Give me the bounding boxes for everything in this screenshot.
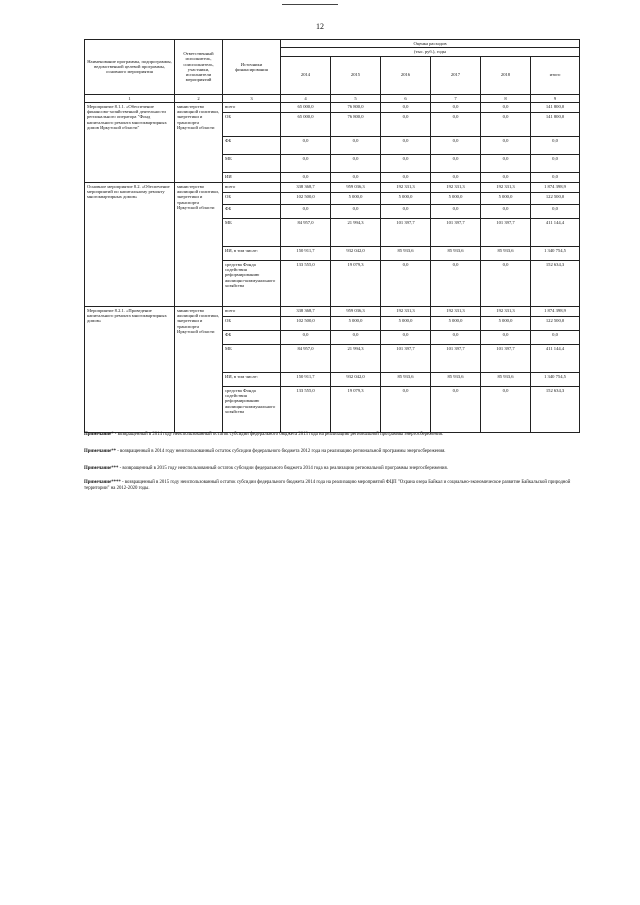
amount-cell: 0,0 (331, 172, 381, 182)
footnote-label: Примечание** (84, 449, 116, 454)
amount-cell: 150 911,7 (281, 246, 331, 260)
measure-name: Основное мероприятие 8.2. «Обеспечение мероприятий по капитальному ремонту многоквартирных домов» (85, 182, 175, 306)
funding-source: ИИ (223, 172, 281, 182)
amount-cell: 85 933,6 (381, 372, 431, 386)
funding-source: МБ (223, 218, 281, 246)
column-index: 3 (223, 94, 281, 102)
amount-cell: 102 500,0 (281, 192, 331, 204)
amount-cell: 0,0 (281, 330, 331, 344)
amount-cell: 0,0 (331, 204, 381, 218)
funding-source: всего (223, 102, 281, 112)
footnote (84, 432, 443, 438)
amount-cell: 5 000,0 (431, 316, 481, 330)
amount-cell: 101 397,7 (431, 344, 481, 372)
amount-cell: 19 079,3 (331, 260, 381, 306)
amount-cell: 0,0 (381, 102, 431, 112)
amount-cell: 0,0 (381, 172, 431, 182)
amount-cell: 101 397,7 (481, 218, 531, 246)
amount-cell: 0,0 (481, 260, 531, 306)
amount-cell: 192 331,3 (431, 306, 481, 316)
footnote (84, 480, 584, 493)
amount-cell: 0,0 (531, 136, 580, 154)
index-row (85, 94, 580, 102)
funding-source: всего (223, 306, 281, 316)
funding-source: средства Фонда содействия реформированию жилищно-коммунального хозяйства (223, 386, 281, 432)
amount-cell: 152 634,3 (531, 260, 580, 306)
amount-cell: 0,0 (381, 136, 431, 154)
funding-source: ФБ (223, 204, 281, 218)
amount-cell: 133 555,0 (281, 260, 331, 306)
amount-cell: 5 000,0 (331, 192, 381, 204)
amount-cell: 5 000,0 (331, 316, 381, 330)
amount-cell: 0,0 (431, 154, 481, 172)
amount-cell: 102 500,0 (281, 316, 331, 330)
funding-source: ОБ (223, 316, 281, 330)
amount-cell: 5 000,0 (481, 192, 531, 204)
column-index: 4 (281, 94, 331, 102)
amount-cell: 338 368,7 (281, 182, 331, 192)
table-header (85, 40, 580, 103)
amount-cell: 5 000,0 (481, 316, 531, 330)
funding-source: ОБ (223, 192, 281, 204)
amount-cell: 0,0 (481, 204, 531, 218)
table-row (85, 182, 580, 192)
header-year: 2018 (481, 56, 531, 94)
measure-name: Мероприятие 8.2.1. «Проведение капитального ремонта многоквартирных домов» (85, 306, 175, 432)
amount-cell: 0,0 (431, 172, 481, 182)
amount-cell: 0,0 (381, 204, 431, 218)
amount-cell: 0,0 (381, 154, 431, 172)
amount-cell: 192 331,3 (481, 182, 531, 192)
amount-cell: 0,0 (481, 330, 531, 344)
amount-cell: 0,0 (481, 172, 531, 182)
amount-cell: 932 042,0 (331, 372, 381, 386)
amount-cell: 0,0 (331, 154, 381, 172)
header-year: 2017 (431, 56, 481, 94)
amount-cell: 141 800,0 (531, 112, 580, 136)
amount-cell: 411 144,4 (531, 218, 580, 246)
funding-source: МБ (223, 154, 281, 172)
amount-cell: 101 397,7 (381, 344, 431, 372)
amount-cell: 21 994,3 (331, 344, 381, 372)
funding-source: всего (223, 182, 281, 192)
amount-cell: 0,0 (331, 136, 381, 154)
amount-cell: 0,0 (431, 260, 481, 306)
amount-cell: 0,0 (531, 330, 580, 344)
amount-cell: 192 331,3 (381, 182, 431, 192)
header-source: Источники финансирования (223, 40, 281, 95)
header-estimate-title: Оценка расходов (413, 41, 447, 46)
amount-cell: 0,0 (331, 330, 381, 344)
amount-cell: 932 042,0 (331, 246, 381, 260)
funding-source: ИИ, в том числе: (223, 372, 281, 386)
amount-cell: 338 368,7 (281, 306, 331, 316)
footnote-text: - возвращенный в 2014 году неиспользованный остаток субсидии федерального бюджета 2012 года на реализацию региональной программы энергосбережения. (116, 449, 446, 454)
amount-cell: 0,0 (281, 204, 331, 218)
header-year: 2015 (331, 56, 381, 94)
column-index: 2 (175, 94, 223, 102)
footnote-text: - возвращенный в 2014 году неиспользованный остаток субсидии федерального бюджета 2013 года на реализацию региональной программы энергосбережения. (113, 432, 444, 437)
table-body (85, 102, 580, 432)
amount-cell: 192 331,3 (431, 182, 481, 192)
amount-cell: 0,0 (481, 386, 531, 432)
funding-source: ФБ (223, 330, 281, 344)
amount-cell: 76 800,0 (331, 102, 381, 112)
header-year: 2014 (281, 56, 331, 94)
measure-name: Мероприятие 8.1.1. «Обеспечение финансово-хозяйственной деятельности регионального оператора "Фонд капитального ремонта многоквартирных домов Иркутской области" (85, 102, 175, 182)
header-estimate (281, 40, 580, 57)
amount-cell: 85 933,6 (431, 246, 481, 260)
amount-cell: 122 500,0 (531, 316, 580, 330)
funding-source: ФБ (223, 136, 281, 154)
amount-cell: 192 331,3 (381, 306, 431, 316)
amount-cell: 141 800,0 (531, 102, 580, 112)
header-units: (тыс. руб.), годы (281, 47, 579, 54)
amount-cell: 959 036,3 (331, 306, 381, 316)
funding-source: ОБ (223, 112, 281, 136)
table-row (85, 306, 580, 316)
footnote-text: - возвращенный в 2015 году неиспользованный остаток субсидии федерального бюджета 2014 года на реализацию региональной программы энергосбережения. (118, 466, 448, 471)
amount-cell: 5 000,0 (381, 316, 431, 330)
amount-cell: 0,0 (381, 112, 431, 136)
column-index: 6 (381, 94, 431, 102)
funding-source: средства Фонда содействия реформированию жилищно-коммунального хозяйства (223, 260, 281, 306)
amount-cell: 65 000,0 (281, 102, 331, 112)
amount-cell: 0,0 (531, 172, 580, 182)
amount-cell: 0,0 (381, 386, 431, 432)
footnote-label: Примечание*** (84, 466, 119, 471)
amount-cell: 0,0 (431, 112, 481, 136)
header-year: 2016 (381, 56, 431, 94)
measure-executor: министерство жилищной политики, энергетики и транспорта Иркутской области (175, 306, 223, 432)
amount-cell: 0,0 (531, 204, 580, 218)
amount-cell: 0,0 (381, 260, 431, 306)
header-year: итого (531, 56, 580, 94)
column-index: 1 (85, 94, 175, 102)
amount-cell: 150 911,7 (281, 372, 331, 386)
amount-cell: 0,0 (481, 112, 531, 136)
column-index: 8 (481, 94, 531, 102)
amount-cell: 1 340 754,5 (531, 246, 580, 260)
amount-cell: 0,0 (281, 136, 331, 154)
amount-cell: 0,0 (481, 102, 531, 112)
funding-source: ИИ, в том числе: (223, 246, 281, 260)
top-rule (282, 4, 338, 5)
amount-cell: 85 933,6 (481, 372, 531, 386)
budget-table (84, 39, 580, 433)
footnote (84, 466, 448, 472)
amount-cell: 84 957,0 (281, 218, 331, 246)
amount-cell: 152 634,3 (531, 386, 580, 432)
measure-executor: министерство жилищной политики, энергетики и транспорта Иркутской области (175, 102, 223, 182)
amount-cell: 959 036,3 (331, 182, 381, 192)
amount-cell: 0,0 (431, 136, 481, 154)
amount-cell: 19 079,3 (331, 386, 381, 432)
measure-executor: министерство жилищной политики, энергетики и транспорта Иркутской области (175, 182, 223, 306)
amount-cell: 133 555,0 (281, 386, 331, 432)
footnote-label: Примечание**** (84, 480, 121, 485)
amount-cell: 101 397,7 (381, 218, 431, 246)
amount-cell: 0,0 (381, 330, 431, 344)
footnote (84, 449, 445, 455)
table-row (85, 102, 580, 112)
amount-cell: 0,0 (481, 136, 531, 154)
amount-cell: 101 397,7 (481, 344, 531, 372)
amount-cell: 0,0 (431, 102, 481, 112)
amount-cell: 0,0 (481, 154, 531, 172)
amount-cell: 85 933,6 (381, 246, 431, 260)
amount-cell: 65 000,0 (281, 112, 331, 136)
amount-cell: 0,0 (531, 154, 580, 172)
amount-cell: 0,0 (431, 386, 481, 432)
amount-cell: 0,0 (281, 172, 331, 182)
header-executor: Ответственный исполнитель, соисполнитель, участники, исполнители мероприятий (175, 40, 223, 95)
amount-cell: 76 800,0 (331, 112, 381, 136)
amount-cell: 85 933,6 (431, 372, 481, 386)
amount-cell: 85 933,6 (481, 246, 531, 260)
column-index: 7 (431, 94, 481, 102)
amount-cell: 411 144,4 (531, 344, 580, 372)
header-name: Наименование программы, подпрограммы, ведомственной целевой программы, основного мероприятия (85, 40, 175, 95)
amount-cell: 1 340 754,5 (531, 372, 580, 386)
funding-source: МБ (223, 344, 281, 372)
column-index: 9 (531, 94, 580, 102)
amount-cell: 5 000,0 (431, 192, 481, 204)
amount-cell: 84 957,0 (281, 344, 331, 372)
amount-cell: 0,0 (281, 154, 331, 172)
amount-cell: 0,0 (431, 330, 481, 344)
amount-cell: 0,0 (431, 204, 481, 218)
amount-cell: 122 500,0 (531, 192, 580, 204)
amount-cell: 1 874 398,9 (531, 306, 580, 316)
amount-cell: 101 397,7 (431, 218, 481, 246)
amount-cell: 1 874 398,9 (531, 182, 580, 192)
footnote-label: Примечание* (84, 432, 114, 437)
amount-cell: 21 994,3 (331, 218, 381, 246)
column-index: 5 (331, 94, 381, 102)
footnote-text: - возвращенный в 2015 году неиспользованный остаток субсидии федерального бюджета 2014 года на реализацию мероприятий ФЦП "Охрана озера Байкал и социально-экономическое развитие Байкальской природной территории" на 2012-2020 годы. (84, 480, 571, 492)
amount-cell: 5 000,0 (381, 192, 431, 204)
page-number: 12 (316, 22, 324, 31)
amount-cell: 192 331,3 (481, 306, 531, 316)
